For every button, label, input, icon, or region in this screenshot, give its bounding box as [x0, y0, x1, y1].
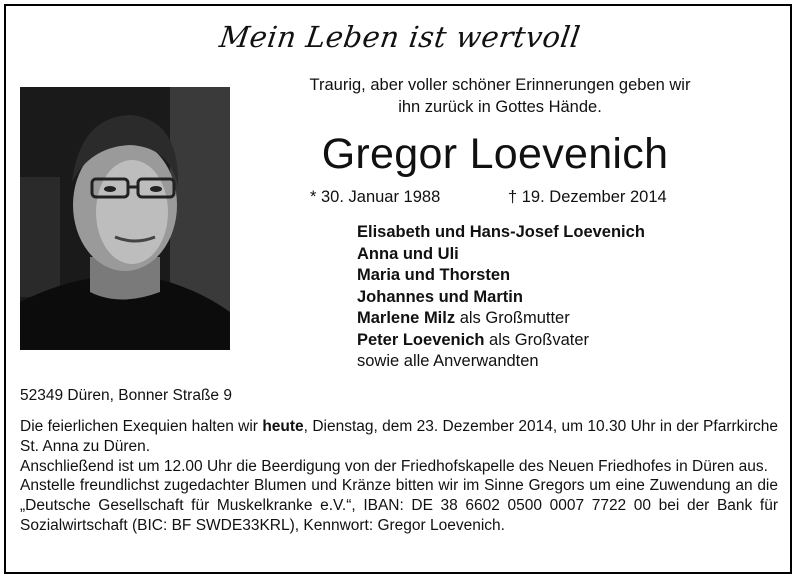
donation-paragraph: Anstelle freundlichst zugedachter Blumen und Kränze bitten wir im Sinne Gregors um eine Zuwendung an die „Deutsche Gesellschaft für Muskelkranke e.V.“, IBAN: DE 38 6602 0500 0007 7722 00 bei der Bank für Sozialwirtschaft (BIC: BF SWDE33KRL), Kennwort: Gregor Loevenich. — [20, 477, 778, 534]
family-relation: sowie alle Anverwandten — [357, 352, 539, 370]
portrait-illustration — [20, 87, 230, 350]
birth-date: * 30. Januar 1988 — [310, 188, 441, 206]
family-entry — [357, 244, 645, 266]
announcement-text — [20, 417, 778, 536]
address: 52349 Düren, Bonner Straße 9 — [20, 387, 232, 404]
family-relation: als Großmutter — [455, 309, 570, 327]
family-entry — [357, 222, 645, 244]
death-date: † 19. Dezember 2014 — [508, 188, 667, 206]
family-entry — [357, 330, 645, 352]
family-name: Elisabeth und Hans-Josef Loevenich — [357, 223, 645, 241]
family-relation: als Großvater — [484, 330, 589, 349]
service-text: Die feierlichen Exequien halten wir — [20, 418, 263, 435]
family-name: Johannes und Martin — [357, 287, 523, 306]
family-entry — [357, 287, 645, 309]
family-entry — [357, 265, 645, 287]
family-name: Peter Loevenich — [357, 330, 485, 349]
family-list — [357, 222, 645, 373]
family-name: Marlene Milz — [357, 309, 456, 327]
service-day: heute — [262, 418, 304, 435]
family-entry — [357, 351, 645, 373]
family-name: Anna und Uli — [357, 244, 459, 263]
intro-line: ihn zurück in Gottes Hände. — [398, 98, 602, 116]
motto-heading: Mein Leben ist wertvoll — [217, 20, 583, 54]
burial-paragraph: Anschließend ist um 12.00 Uhr die Beerdigung von der Friedhofskapelle des Neuen Friedhofes in Düren aus. — [20, 457, 768, 475]
service-paragraph — [20, 417, 778, 457]
portrait-photo — [20, 87, 230, 350]
family-entry — [357, 308, 645, 330]
intro-text — [250, 74, 750, 118]
deceased-name: Gregor Loevenich — [321, 130, 669, 178]
service-text: , Dienstag, dem 23. Dezember 2014, um 10.30 Uhr in der Pfarrkirche St. Anna zu Düren. — [20, 418, 778, 455]
intro-line: Traurig, aber voller schöner Erinnerungen geben wir — [309, 76, 691, 94]
family-name: Maria und Thorsten — [357, 266, 511, 284]
